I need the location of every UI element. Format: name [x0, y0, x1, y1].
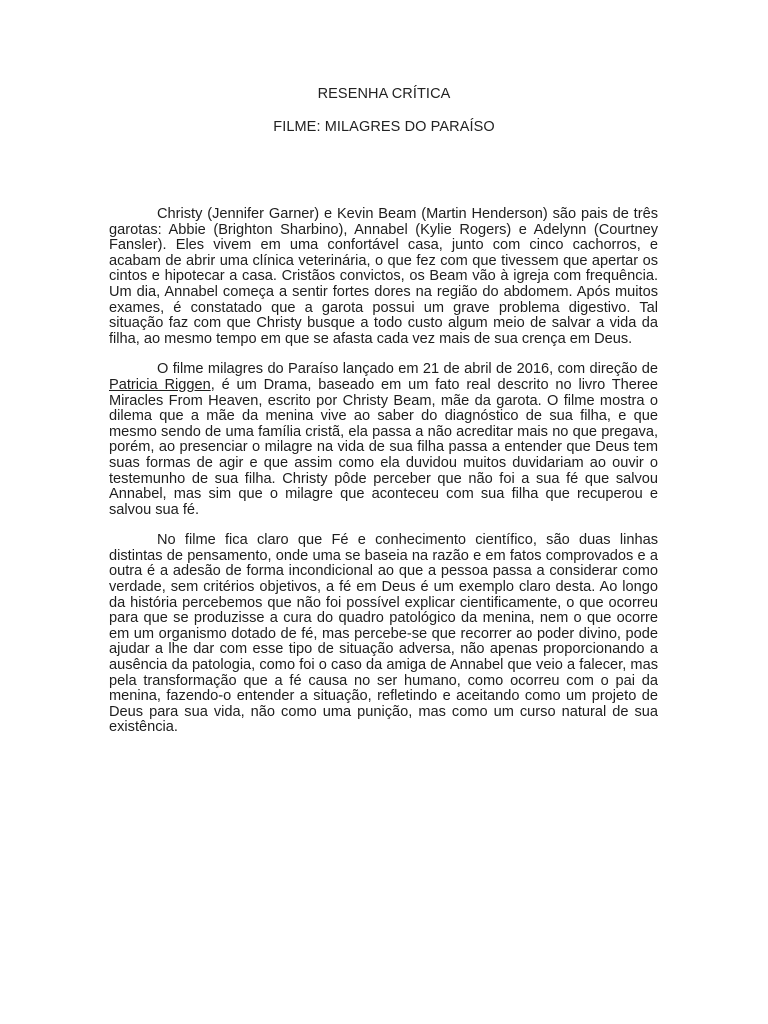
- paragraph-synopsis: Christy (Jennifer Garner) e Kevin Beam (Martin Henderson) são pais de três garotas: Abbie (Brighton Sharbino), Annabel (Kylie Rogers) e Adelynn (Courtney Fansler). Eles vivem em uma confortável casa, junto com cinco cachorros, e acabam de abrir uma clínica veterinária, o que fez com que tivessem que apertar os cintos e hipotecar a casa. Cristãos convictos, os Beam vão à igreja com frequência. Um dia, Annabel começa a sentir fortes dores na região do abdomem. Após muitos exames, é constatado que a garota possui um grave problema digestivo. Tal situação faz com que Christy busque a todo custo algum meio de salvar a vida da filha, ao mesmo tempo em que se afasta cada vez mais de sua crença em Deus.: [109, 206, 658, 347]
- paragraph-analysis: No filme fica claro que Fé e conhecimento científico, são duas linhas distintas de pensamento, onde uma se baseia na razão e em fatos comprovados e a outra é a adesão de forma incondicional ao que a pessoa passa a considerar como verdade, sem critérios objetivos, a fé em Deus é um exemplo claro desta. Ao longo da história percebemos que não foi possível explicar cientificamente, o que ocorreu para que se produzisse a cura do quadro patológico da menina, nem o que ocorre em um organismo dotado de fé, mas percebe-se que recorrer ao poder divino, pode ajudar a lhe dar com esse tipo de situação adversa, não apenas proporcionando a ausência da patologia, como foi o caso da amiga de Annabel que veio a falecer, mas pela transformação que a fé causa no ser humano, como ocorreu com o pai da menina, fazendo-o entender a situação, refletindo e aceitando como um projeto de Deus para sua vida, não como uma punição, mas como um curso natural de sua existência.: [109, 532, 658, 736]
- review-body: [109, 207, 658, 751]
- film-title: FILME: MILAGRES DO PARAÍSO: [273, 119, 495, 135]
- review-title: RESENHA CRÍTICA: [317, 86, 451, 102]
- paragraph-film-info-end: , é um Drama, baseado em um fato real descrito no livro Theree Miracles From Heaven, escrito por Christy Beam, mãe da garota. O filme mostra o dilema que a mãe da menina vive ao saber do diagnóstico de sua filha, e que mesmo sendo de uma família cristã, ela passa a não acreditar mais no que pregava, porém, ao presenciar o milagre na vida de sua filha passa a entender que Deus tem suas formas de agir e que assim como ela duvidou muitos duvidariam ao ouvir o testemunho de sua filha. Christy pôde perceber que não foi a sua fé que salvou Annabel, mas sim que o milagre que aconteceu com sua filha que recuperou e salvou sua fé.: [109, 376, 658, 518]
- paragraph-film-info-start: O filme milagres do Paraíso lançado em 21 de abril de 2016, com direção de: [157, 361, 658, 378]
- paragraph-film-info: [109, 362, 658, 518]
- director-link[interactable]: Patricia Riggen: [109, 376, 211, 393]
